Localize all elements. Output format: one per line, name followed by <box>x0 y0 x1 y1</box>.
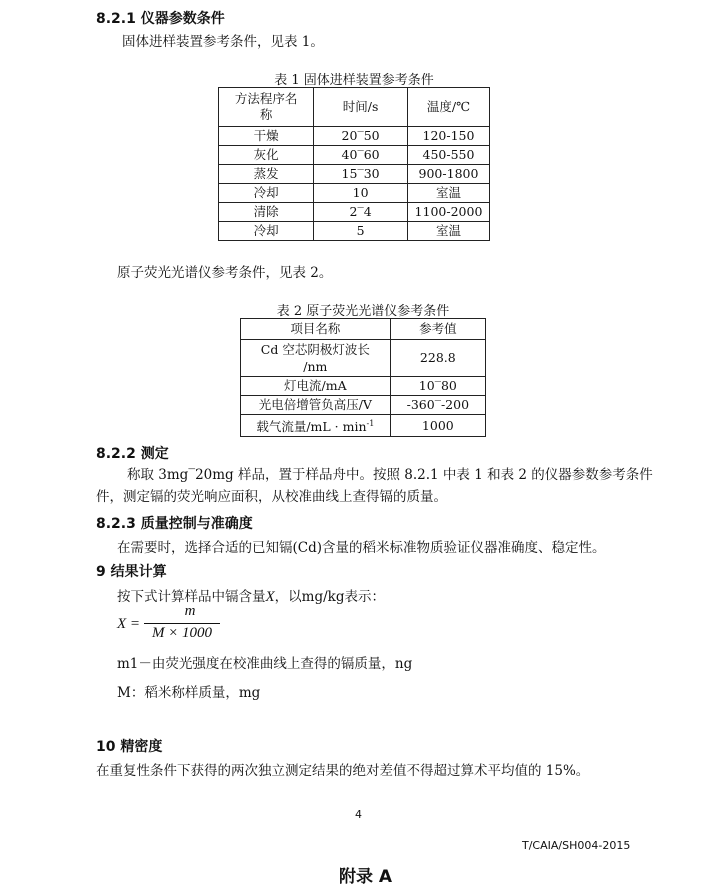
table2-intro: 原子荧光光谱仪参考条件，见表 2。 <box>117 265 333 281</box>
table2 <box>240 318 486 437</box>
table2-carrier-gas-label: 载气流量/mL · min <box>256 419 367 435</box>
section-8-2-2-heading: 8.2.2 测定 <box>96 446 169 462</box>
table1-header-cell <box>219 88 314 127</box>
table2-cell: 228.8 <box>390 340 485 377</box>
table-row <box>219 127 490 146</box>
table2-carrier-gas-sup: -1 <box>366 419 375 428</box>
table2-wavelength-line1: Cd 空芯阴极灯波长 <box>260 342 370 357</box>
table1-cell: 40‾60 <box>314 146 408 165</box>
definition-M: M：稻米称样质量，mg <box>117 685 261 701</box>
table2-wavelength-line2: /nm <box>303 359 328 374</box>
table-row <box>219 203 490 222</box>
section-10-text: 在重复性条件下获得的两次独立测定结果的绝对差值不得超过算术平均值的 15%。 <box>96 763 590 779</box>
formula-lhs: X = <box>117 616 141 632</box>
table1-header-cell: 温度/℃ <box>407 88 489 127</box>
table2-header-cell: 项目名称 <box>241 319 391 340</box>
section-9-heading: 9 结果计算 <box>96 564 167 580</box>
table1-cell: 5 <box>314 222 408 241</box>
table1-cell: 蒸发 <box>219 165 314 184</box>
table1-cell: 灰化 <box>219 146 314 165</box>
table2-cell <box>241 415 391 437</box>
table1-caption: 表 1 固体进样装置参考条件 <box>274 73 434 88</box>
table2-cell: 1000 <box>390 415 485 437</box>
table-row <box>219 184 490 203</box>
document-code: T/CAIA/SH004-2015 <box>522 839 631 852</box>
table1-cell: 干燥 <box>219 127 314 146</box>
table1-cell: 20‾50 <box>314 127 408 146</box>
table1-header-row <box>219 88 490 127</box>
page-number: 4 <box>355 808 362 821</box>
table-row <box>241 340 486 377</box>
table1-cell: 2‾4 <box>314 203 408 222</box>
section-9-intro-a: 按下式计算样品中镉含量 <box>117 589 266 605</box>
section-9-intro <box>117 586 385 608</box>
table1-header-method-line2: 称 <box>259 107 273 122</box>
formula-numerator: m <box>184 603 196 619</box>
table1-cell: 1100-2000 <box>407 203 489 222</box>
table1-cell: 冷却 <box>219 222 314 241</box>
table2-header-row <box>241 319 486 340</box>
section-8-2-3-heading: 8.2.3 质量控制与准确度 <box>96 516 253 532</box>
table1-header-method-line1: 方法程序名 <box>234 91 298 106</box>
table2-cell: 10‾80 <box>390 377 485 396</box>
table-row <box>219 165 490 184</box>
table-row <box>241 415 486 437</box>
section-9-intro-var: X <box>265 589 275 605</box>
table1-cell: 450-550 <box>407 146 489 165</box>
table1-cell: 10 <box>314 184 408 203</box>
table1-header-cell: 时间/s <box>314 88 408 127</box>
table1-cell: 室温 <box>407 184 489 203</box>
table-row <box>219 146 490 165</box>
table2-cell: -360‾-200 <box>390 396 485 415</box>
table1-cell: 室温 <box>407 222 489 241</box>
table1-cell: 900-1800 <box>407 165 489 184</box>
section-10-heading: 10 精密度 <box>96 739 163 755</box>
section-8-2-2-line1: 称取 3mg‾20mg 样品，置于样品舟中。按照 8.2.1 中表 1 和表 2 的仪器参数参考条件 <box>127 467 653 483</box>
formula-denominator: M × 1000 <box>151 625 213 641</box>
definition-m1: m1－由荧光强度在校准曲线上查得的镉质量，ng <box>117 656 413 672</box>
table-row <box>219 222 490 241</box>
table2-header-cell: 参考值 <box>390 319 485 340</box>
formula-fraction-line <box>144 623 220 624</box>
table2-caption: 表 2 原子荧光光谱仪参考条件 <box>276 304 450 319</box>
table2-cell <box>241 340 391 377</box>
section-8-2-2-line2: 件，测定镉的荧光响应面积，从校准曲线上查得镉的质量。 <box>96 489 447 505</box>
table1 <box>218 87 490 241</box>
table1-cell: 15‾30 <box>314 165 408 184</box>
table2-cell: 光电倍增管负高压/V <box>241 396 391 415</box>
section-8-2-1-intro: 固体进样装置参考条件，见表 1。 <box>122 34 324 50</box>
table1-cell: 冷却 <box>219 184 314 203</box>
section-8-2-3-text: 在需要时，选择合适的已知镉(Cd)含量的稻米标准物质验证仪器准确度、稳定性。 <box>117 540 606 556</box>
section-8-2-1-heading: 8.2.1 仪器参数条件 <box>96 11 225 27</box>
appendix-heading: 附录 A <box>339 867 393 887</box>
table2-cell: 灯电流/mA <box>241 377 391 396</box>
table1-cell: 120-150 <box>407 127 489 146</box>
table-row <box>241 377 486 396</box>
section-9-intro-b: ，以mg/kg表示： <box>274 589 385 605</box>
table1-cell: 清除 <box>219 203 314 222</box>
table-row <box>241 396 486 415</box>
